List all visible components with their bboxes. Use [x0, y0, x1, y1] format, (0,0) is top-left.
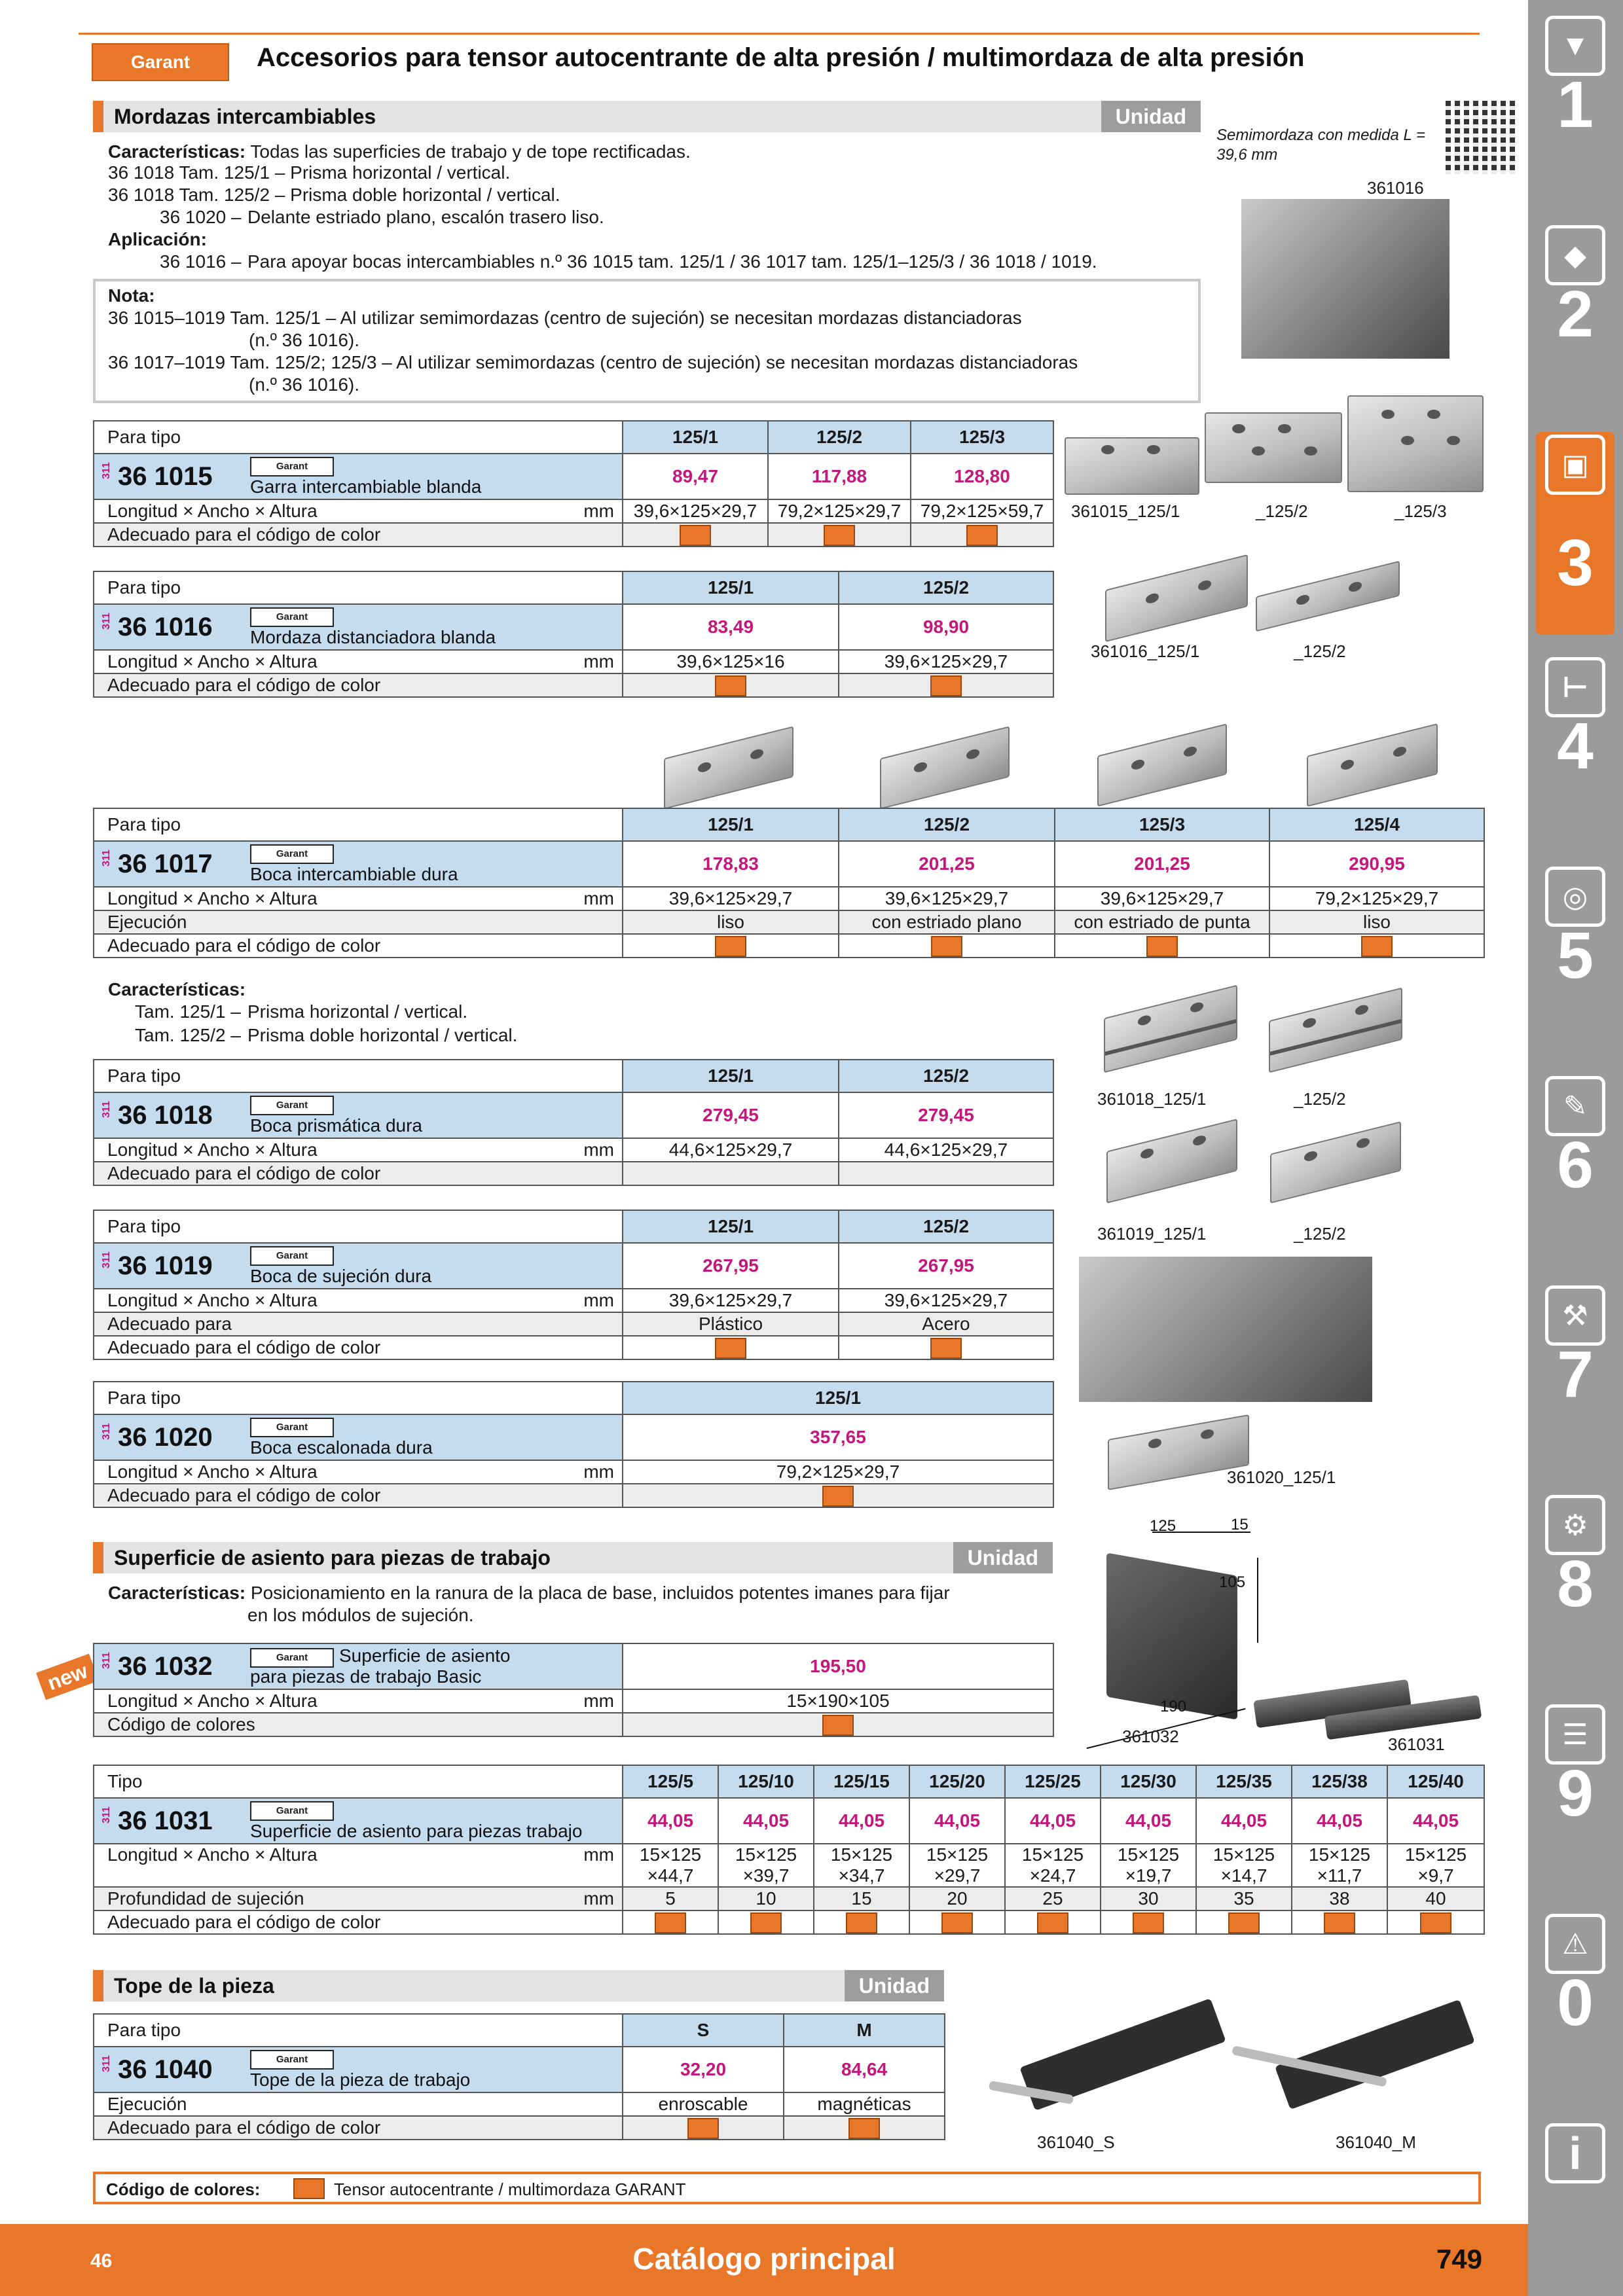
price: 44,05 [718, 1798, 814, 1844]
features-line: Características: Todas las superficies de trabajo y de tope rectificadas. [108, 141, 691, 162]
dimension-value: 39,6×125×29,7 [839, 887, 1055, 910]
jaw-image [1270, 1121, 1401, 1204]
price: 84,64 [784, 2047, 945, 2092]
article-cell: 311 36 1040 Garant Tope de la pieza de trabajo [94, 2047, 623, 2092]
image-caption: 361020_125/1 [1227, 1467, 1336, 1487]
type-header: 125/1 [623, 1382, 1053, 1414]
page-number-right: 749 [1436, 2244, 1482, 2274]
jaw-image [1097, 723, 1227, 806]
image-caption: 361019_125/1 [1097, 1224, 1207, 1244]
grinding-wheel-icon: ◎ [1545, 867, 1605, 927]
section-header-tope [93, 1970, 944, 2001]
type-header: 125/25 [1005, 1765, 1101, 1798]
image-caption: 361032 [1122, 1727, 1179, 1746]
dimension-value: 15×125 [735, 1844, 797, 1865]
para-tipo-label: Para tipo [94, 2014, 623, 2047]
price: 44,05 [909, 1798, 1005, 1844]
dimension-value: 39,6×125×16 [623, 650, 839, 673]
page-title: Accesorios para tensor autocentrante de alta presión / multimordaza de alta presión [257, 43, 1305, 72]
type-header: 125/3 [911, 421, 1053, 454]
dimension-value: 39,6×125×29,7 [623, 1289, 839, 1312]
type-header: 125/1 [623, 571, 839, 604]
legend-text: Tensor autocentrante / multimordaza GARANT [334, 2179, 686, 2199]
color-swatch [1146, 936, 1178, 957]
color-swatch [1420, 1912, 1451, 1933]
dimension-value: 15×125 [639, 1844, 702, 1865]
dimension-value: 79,2×125×29,7 [623, 1460, 1053, 1484]
depth-value: 10 [718, 1887, 814, 1910]
top-rule [79, 33, 1480, 35]
dimension-value: ×34,7 [838, 1865, 885, 1886]
jaw-photo [1241, 199, 1450, 359]
color-swatch [848, 2118, 880, 2139]
dimension-value: 79,2×125×29,7 [768, 499, 911, 523]
table-361040 [93, 2013, 945, 2140]
jaw-image [1105, 554, 1248, 642]
image-caption: _125/2 [1294, 641, 1346, 661]
para-tipo-label: Para tipo [94, 421, 623, 454]
color-swatch [655, 1912, 686, 1933]
color-swatch [715, 675, 746, 696]
features-text: Prisma horizontal / vertical. [247, 1001, 468, 1022]
type-header: 125/2 [839, 1060, 1053, 1092]
application-no: 36 1016 – [160, 251, 242, 272]
dimension-label: 125 [1150, 1517, 1176, 1535]
image-caption: 361040_M [1336, 2132, 1416, 2152]
image-caption: _125/2 [1294, 1224, 1346, 1244]
article-cell: 311 36 1018 Garant Boca prismática dura [94, 1092, 623, 1138]
color-code-label: Adecuado para el código de color [94, 523, 623, 547]
image-caption: _125/2 [1294, 1089, 1346, 1109]
color-swatch [1324, 1912, 1355, 1933]
color-code-label: Adecuado para el código de color [94, 1162, 623, 1185]
insert-icon: ◆ [1545, 225, 1605, 285]
table-361019 [93, 1210, 1054, 1360]
article-cell: 311 36 1019 Garant Boca de sujeción dura [94, 1243, 623, 1289]
dimension-value: 79,2×125×29,7 [1269, 887, 1484, 910]
chapter-tab-9[interactable]: ☰ 9 [1536, 1702, 1614, 1795]
dimension-label: 190 [1160, 1698, 1187, 1715]
color-swatch [930, 1338, 962, 1359]
chapter-tab-4[interactable]: ⊢ 4 [1536, 655, 1614, 747]
jaw-image [1256, 561, 1400, 632]
type-header: S [623, 2014, 784, 2047]
photo-caption: Semimordaza con medida L = 39,6 mm [1216, 126, 1426, 164]
article-cell: 311 36 1016 Garant Mordaza distanciadora blanda [94, 604, 623, 650]
price: 128,80 [911, 454, 1053, 499]
article-cell: 311 36 1015 Garant Garra intercambiable blanda [94, 454, 623, 499]
application-text: Para apoyar bocas intercambiables n.º 36 1015 tam. 125/1 / 36 1017 tam. 125/1–125/3 / 36 1018 / 1019. [247, 251, 1097, 272]
price: 201,25 [839, 841, 1055, 887]
article-cell: 311 36 1017 Garant Boca intercambiable dura [94, 841, 623, 887]
color-code-label: Adecuado para el código de color [94, 934, 623, 958]
depth-value: 40 [1387, 1887, 1484, 1910]
color-swatch [715, 936, 746, 957]
depth-value: 5 [623, 1887, 718, 1910]
caliper-icon: ⊢ [1545, 657, 1605, 717]
note-label: Nota: [108, 285, 155, 306]
chapter-tab-3[interactable]: ▣ 3 [1536, 432, 1614, 635]
image-caption: 361015_125/1 [1071, 501, 1180, 521]
type-header: 125/40 [1387, 1765, 1484, 1798]
jaw-image [1307, 723, 1438, 807]
jaw-image [1104, 985, 1237, 1073]
table-361018 [93, 1059, 1054, 1186]
features-line-4: Delante estriado plano, escalón trasero liso. [247, 207, 604, 227]
color-swatch [1037, 1912, 1068, 1933]
dimension-value: 15×125 [1404, 1844, 1467, 1865]
note-line: (n.º 36 1016). [249, 330, 359, 350]
dimension-label: Longitud × Ancho × Altura mm [94, 1138, 623, 1162]
article-cell: 311 36 1032 Garant Superficie de asiento para piezas de trabajo Basic [94, 1643, 623, 1689]
price: 89,47 [623, 454, 768, 499]
color-code-label: Adecuado para el código de color [94, 1484, 623, 1507]
dimension-value: 44,6×125×29,7 [623, 1138, 839, 1162]
section-title: Superficie de asiento para piezas de trabajo [114, 1546, 551, 1570]
type-header: 125/2 [768, 421, 911, 454]
color-swatch [824, 525, 855, 546]
note-line: 36 1017–1019 Tam. 125/2; 125/3 – Al utilizar semimordazas (centro de sujeción) se necesitan mordazas distanciadoras [108, 352, 1078, 372]
price: 32,20 [623, 2047, 784, 2092]
chapter-tab-info[interactable] [1536, 2121, 1614, 2214]
table-361016 [93, 571, 1054, 698]
features-line: en los módulos de sujeción. [247, 1605, 474, 1625]
dimension-value: 44,6×125×29,7 [839, 1138, 1053, 1162]
price: 290,95 [1269, 841, 1484, 887]
color-swatch [687, 2118, 719, 2139]
color-swatch [1361, 936, 1393, 957]
dimension-value: ×44,7 [647, 1865, 694, 1886]
catalog-title: Catálogo principal [632, 2242, 896, 2276]
features-line: Características: Posicionamiento en la ranura de la placa de base, incluidos potentes imanes para fijar [108, 1583, 950, 1603]
application-label: Aplicación: [108, 229, 207, 249]
jaw-image [1269, 988, 1402, 1073]
dimension-value: 15×125 [926, 1844, 989, 1865]
garant-logo: Garant [92, 43, 229, 81]
dimension-value: ×9,7 [1417, 1865, 1454, 1886]
price: 44,05 [623, 1798, 718, 1844]
table-361031 [93, 1765, 1485, 1935]
color-code-label: Adecuado para el código de color [94, 1910, 623, 1934]
footer-bar [0, 2224, 1528, 2296]
jaw-image [880, 726, 1010, 809]
price: 44,05 [1387, 1798, 1484, 1844]
price: 178,83 [623, 841, 839, 887]
chapter-tab-6[interactable]: ✎ 6 [1536, 1073, 1614, 1166]
dimension-value: 39,6×125×29,7 [623, 887, 839, 910]
price: 117,88 [768, 454, 911, 499]
execution-value: magnéticas [784, 2092, 945, 2116]
type-header: M [784, 2014, 945, 2047]
execution-value: con estriado de punta [1055, 910, 1269, 934]
features-line-4-no: 36 1020 – [160, 207, 242, 227]
execution-value: liso [1269, 910, 1484, 934]
color-code-label: Adecuado para el código de color [94, 673, 623, 697]
type-header: 125/38 [1292, 1765, 1387, 1798]
safety-glasses-icon: ⚠ [1545, 1914, 1605, 1974]
execution-value: con estriado plano [839, 910, 1055, 934]
type-header: 125/1 [623, 1210, 839, 1243]
color-swatch [293, 2178, 325, 2199]
new-badge: new [36, 1654, 99, 1700]
photo-label: 361016 [1367, 178, 1424, 198]
depth-value: 25 [1005, 1887, 1101, 1910]
type-header: 125/35 [1196, 1765, 1292, 1798]
pliers-icon: ⚒ [1545, 1285, 1605, 1346]
dimension-value: ×11,7 [1317, 1865, 1362, 1886]
seat-block-image [1106, 1552, 1237, 1719]
color-swatch [966, 525, 998, 546]
price: 195,50 [623, 1643, 1053, 1689]
image-caption: _125/2 [1256, 501, 1308, 521]
depth-value: 35 [1196, 1887, 1292, 1910]
suitable-for-label: Adecuado para [94, 1312, 623, 1336]
depth-value: 20 [909, 1887, 1005, 1910]
features-label: Características: [108, 979, 246, 999]
chapter-tab-0[interactable]: ⚠ 0 [1536, 1911, 1614, 2004]
execution-value: enroscable [623, 2092, 784, 2116]
para-tipo-label: Para tipo [94, 808, 623, 841]
image-caption: 361031 [1388, 1734, 1445, 1754]
section-title: Mordazas intercambiables [114, 105, 376, 128]
price: 44,05 [1196, 1798, 1292, 1844]
para-tipo-label: Para tipo [94, 1060, 623, 1092]
dimension-label: Longitud × Ancho × Altura mm [94, 1460, 623, 1484]
price: 98,90 [839, 604, 1053, 650]
color-swatch [1228, 1912, 1260, 1933]
type-header: 125/5 [623, 1765, 718, 1798]
type-header: 125/1 [623, 421, 768, 454]
unit-label: Unidad [845, 1970, 944, 2001]
type-header: 125/2 [839, 1210, 1053, 1243]
note-line: 36 1015–1019 Tam. 125/1 – Al utilizar semimordazas (centro de sujeción) se necesitan mordazas distanciadoras [108, 308, 1022, 328]
dimension-label: Longitud × Ancho × Altura mm [94, 1689, 623, 1713]
chapter-tab-8[interactable]: ⚙ 8 [1536, 1492, 1614, 1585]
dimension-value: 15×125 [1117, 1844, 1180, 1865]
price: 83,49 [623, 604, 839, 650]
type-header: 125/10 [718, 1765, 814, 1798]
note-line: (n.º 36 1016). [249, 374, 359, 395]
dimension-value: 39,6×125×29,7 [623, 499, 768, 523]
dimension-label: Longitud × Ancho × Altura mm [94, 650, 623, 673]
depth-label: Profundidad de sujeción mm [94, 1887, 623, 1910]
execution-value: liso [623, 910, 839, 934]
color-swatch [941, 1912, 973, 1933]
section-header-superficie [93, 1542, 1053, 1573]
type-header: 125/30 [1101, 1765, 1196, 1798]
color-legend [93, 2172, 1481, 2204]
features-no: Tam. 125/1 – [135, 1001, 241, 1022]
dimension-value: 39,6×125×29,7 [839, 650, 1053, 673]
price: 44,05 [1292, 1798, 1387, 1844]
depth-value: 30 [1101, 1887, 1196, 1910]
dimension-label: Longitud × Ancho × Altura mm [94, 499, 623, 523]
jaw-image [664, 726, 793, 809]
dimension-label: 105 [1219, 1573, 1246, 1591]
para-tipo-label: Para tipo [94, 571, 623, 604]
dimension-value: 15×125 [1308, 1844, 1371, 1865]
price: 279,45 [839, 1092, 1053, 1138]
chapter-tab-7[interactable]: ⚒ 7 [1536, 1283, 1614, 1376]
dimension-value: ×39,7 [742, 1865, 790, 1886]
dimension-label: Longitud × Ancho × Altura mm [94, 887, 623, 910]
info-icon: i [1545, 2123, 1605, 2183]
color-swatch [680, 525, 711, 546]
suitable-value: Acero [839, 1312, 1053, 1336]
image-caption: _125/3 [1395, 501, 1447, 521]
dimension-value: 39,6×125×29,7 [839, 1289, 1053, 1312]
table-361017 [93, 808, 1485, 958]
dimension-value: 79,2×125×59,7 [911, 499, 1053, 523]
execution-label: Ejecución [94, 2092, 623, 2116]
chapter-tab-1[interactable]: ▼ 1 [1536, 13, 1614, 106]
legend-label: Código de colores: [106, 2179, 261, 2199]
execution-label: Ejecución [94, 910, 623, 934]
unit-label: Unidad [1101, 101, 1201, 132]
chapter-tabs [1528, 0, 1623, 2296]
para-tipo-label: Para tipo [94, 1382, 623, 1414]
jaw-image [1347, 395, 1484, 492]
dimension-value: 39,6×125×29,7 [1055, 887, 1269, 910]
dimension-label: 15 [1231, 1516, 1249, 1534]
vise-photo [1079, 1257, 1372, 1402]
article-cell: 311 36 1031 Garant Superficie de asiento para piezas trabajo [94, 1798, 623, 1844]
page-number-left: 46 [90, 2250, 113, 2272]
jaw-image [1106, 1119, 1237, 1204]
price: 279,45 [623, 1092, 839, 1138]
section-title: Tope de la pieza [114, 1974, 274, 1998]
dimension-value: ×14,7 [1220, 1865, 1267, 1886]
color-code-label: Adecuado para el código de color [94, 1336, 623, 1359]
type-header: 125/1 [623, 808, 839, 841]
price: 44,05 [1101, 1798, 1196, 1844]
price: 267,95 [623, 1243, 839, 1289]
image-caption: 361040_S [1037, 2132, 1115, 2152]
type-header: 125/2 [839, 808, 1055, 841]
features-line-2: 36 1018 Tam. 125/1 – Prisma horizontal / vertical. [108, 162, 511, 183]
color-swatch [846, 1912, 877, 1933]
type-header: 125/1 [623, 1060, 839, 1092]
color-swatch [750, 1912, 782, 1933]
dimension-value: ×29,7 [934, 1865, 981, 1886]
dimension-value: 15×125 [1021, 1844, 1084, 1865]
features-no: Tam. 125/2 – [135, 1025, 241, 1045]
section-header-mordazas [93, 101, 1201, 132]
table-361020 [93, 1381, 1054, 1508]
price: 357,65 [623, 1414, 1053, 1460]
type-header: 125/4 [1269, 808, 1484, 841]
jaw-image [1065, 437, 1199, 495]
image-caption: 361018_125/1 [1097, 1089, 1207, 1109]
dimension-value: ×19,7 [1125, 1865, 1172, 1886]
depth-value: 38 [1292, 1887, 1387, 1910]
color-swatch [715, 1338, 746, 1359]
dimension-value: 15×190×105 [623, 1689, 1053, 1713]
type-header: 125/20 [909, 1765, 1005, 1798]
suitable-value: Plástico [623, 1312, 839, 1336]
workpiece-stop-image [1275, 2000, 1475, 2109]
type-header: 125/3 [1055, 808, 1269, 841]
features-text: Prisma doble horizontal / vertical. [247, 1025, 518, 1045]
color-swatch [930, 675, 962, 696]
color-swatch [931, 936, 962, 957]
dimension-value: 15×125 [830, 1844, 893, 1865]
features-line-3: 36 1018 Tam. 125/2 – Prisma doble horizontal / vertical. [108, 185, 560, 205]
type-header: 125/15 [814, 1765, 909, 1798]
table-361032 [93, 1643, 1054, 1737]
depth-value: 15 [814, 1887, 909, 1910]
color-swatch [822, 1715, 854, 1736]
article-cell: 311 36 1020 Garant Boca escalonada dura [94, 1414, 623, 1460]
chuck-icon: ▣ [1545, 435, 1605, 495]
color-code-label: Adecuado para el código de color [94, 2116, 623, 2140]
tipo-label: Tipo [94, 1765, 623, 1798]
image-caption: 361016_125/1 [1091, 641, 1200, 661]
price: 267,95 [839, 1243, 1053, 1289]
color-code-label: Código de colores [94, 1713, 623, 1736]
price: 44,05 [814, 1798, 909, 1844]
type-header: 125/2 [839, 571, 1053, 604]
color-swatch [1133, 1912, 1164, 1933]
drill-icon: ▼ [1545, 16, 1605, 76]
wrench-icon: ✎ [1545, 1076, 1605, 1136]
jaw-image [1205, 412, 1342, 483]
dimension-value: 15×125 [1213, 1844, 1275, 1865]
price: 44,05 [1005, 1798, 1101, 1844]
unit-label: Unidad [953, 1542, 1053, 1573]
chapter-tab-5[interactable]: ◎ 5 [1536, 864, 1614, 957]
color-swatch [822, 1486, 854, 1507]
para-tipo-label: Para tipo [94, 1210, 623, 1243]
chapter-tab-2[interactable]: ◆ 2 [1536, 223, 1614, 315]
price: 201,25 [1055, 841, 1269, 887]
tools-icon: ⚙ [1545, 1495, 1605, 1555]
cabinet-icon: ☰ [1545, 1704, 1605, 1765]
dimension-label: Longitud × Ancho × Altura mm [94, 1289, 623, 1312]
dimension-label: Longitud × Ancho × Altura mm [94, 1844, 623, 1887]
table-361015 [93, 420, 1054, 547]
dimension-value: ×24,7 [1029, 1865, 1076, 1886]
